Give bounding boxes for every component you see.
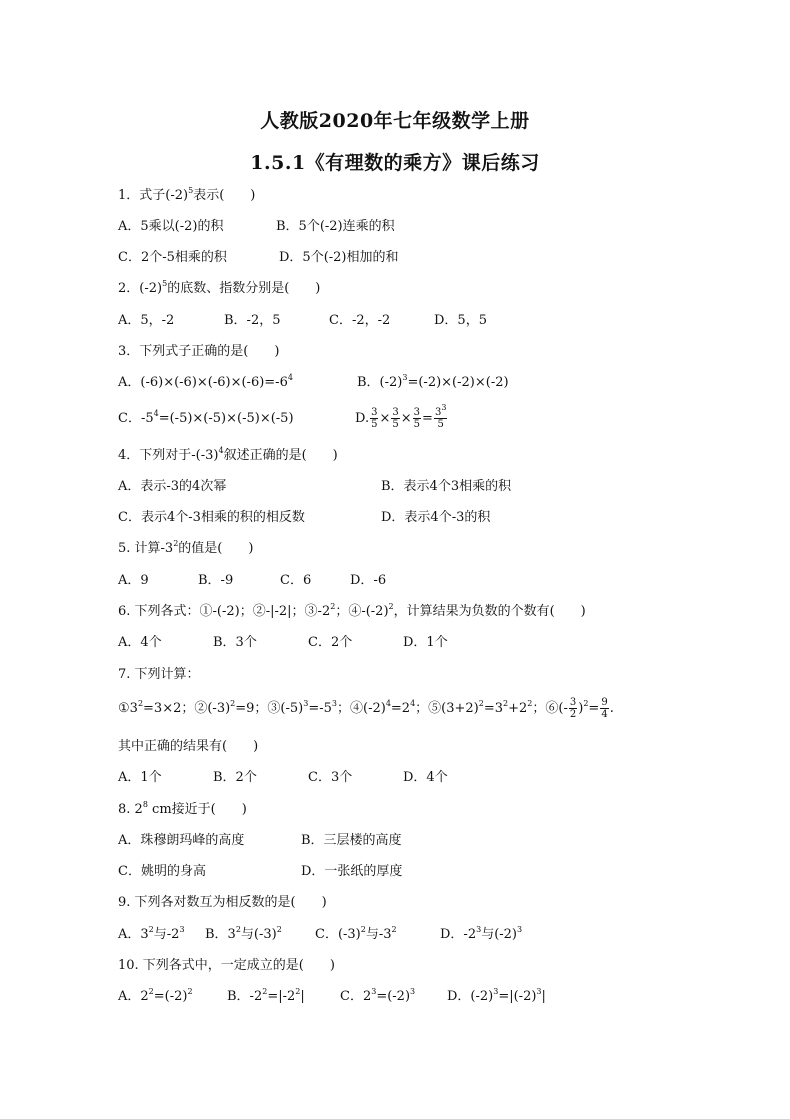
q9-option-c: C．$(-3)^2$与$-3^2$ — [315, 924, 397, 942]
q7-option-c: C．3个 — [308, 770, 353, 785]
q3-option-d: D. $\frac{3}{5}$ × $\frac{3}{5}$ × $\frac{3}{5}$ = $\frac{3^3}{5}$ — [355, 402, 447, 430]
q4-option-d: D．表示4个-3的积 — [381, 510, 491, 525]
q8-option-b: B．三层楼的高度 — [301, 833, 402, 848]
question-3: 3．下列式子正确的是( ) — [118, 344, 280, 359]
fraction: $\frac{3^3}{5}$ — [434, 402, 447, 430]
page-title: 人教版2020年七年级数学上册 — [260, 110, 530, 132]
fraction: $\frac{3}{5}$ — [413, 407, 421, 430]
fraction: $\frac{3}{5}$ — [392, 407, 399, 430]
q10-option-d: D．$(-2)^3=|(-2)^3|$ — [447, 986, 546, 1004]
q6-option-a: A．4个 — [118, 635, 162, 650]
fraction: $\frac{3}{5}$ — [371, 407, 378, 430]
question-10: 10. 下列各式中，一定成立的是( ) — [118, 958, 335, 973]
q1-option-a: A．5乘以(-2)的积 — [118, 219, 224, 234]
q2-option-c: C．-2，-2 — [329, 313, 391, 328]
q4-option-a: A．表示-3的4次幂 — [118, 479, 227, 494]
q7-ask: 其中正确的结果有( ) — [118, 739, 259, 754]
q4-option-c: C．表示4个-3相乘的积的相反数 — [118, 510, 305, 525]
q5-option-d: D．-6 — [350, 573, 387, 588]
q2-option-d: D．5，5 — [434, 313, 487, 328]
fraction: $\frac{3}{2}$ — [569, 697, 577, 720]
question-2: 2．$(-2)^5$的底数、指数分别是( ) — [118, 278, 321, 296]
q3-option-a: A．$(-6)\times(-6)\times(-6)\times(-6)=-6^4$ — [118, 372, 293, 390]
q3-option-b: B．$(-2)^3=(-2)\times(-2)\times(-2)$ — [357, 372, 509, 390]
q7-option-b: B．2个 — [213, 770, 257, 785]
q1-option-b: B．5个(-2)连乘的积 — [276, 219, 395, 234]
q6-option-b: B．3个 — [213, 635, 257, 650]
q7-option-d: D．4个 — [403, 770, 448, 785]
page-subtitle: 1.5.1《有理数的乘方》课后练习 — [250, 152, 540, 174]
q1-option-d: D．5个(-2)相加的和 — [279, 250, 399, 265]
question-4: 4．下列对于$-(-3)^4$叙述正确的是( ) — [118, 445, 338, 463]
fraction: $\frac{9}{4}$ — [601, 697, 608, 720]
q8-option-d: D．一张纸的厚度 — [301, 864, 403, 879]
q4-option-b: B．表示4个3相乘的积 — [381, 479, 512, 494]
q5-option-c: C．6 — [280, 573, 312, 588]
q10-option-a: A．$2^2=(-2)^2$ — [118, 986, 193, 1004]
q9-option-a: A．$3^2$与$-2^3$ — [118, 924, 185, 942]
q7-expressions: $①3^2=3\times 2$；$②(-3)^2=9$；$③(-5)^3=-5^3$；$④(-2)^4=2^4$；$⑤(3+2)^2=3^2+2^2$；⑥(- $\frac{3}{2}$ )$^2$= $\frac{9}{4}$ . — [118, 697, 614, 720]
q6-option-d: D．1个 — [403, 635, 448, 650]
question-9: 9. 下列各对数互为相反数的是( ) — [118, 895, 327, 910]
q2-option-a: A．5，-2 — [118, 313, 175, 328]
q5-option-b: B．-9 — [198, 573, 234, 588]
question-5: 5. 计算$-3^2$的值是( ) — [118, 538, 254, 556]
q2-option-b: B．-2，5 — [224, 313, 281, 328]
q1-option-c: C．2个-5相乘的积 — [118, 250, 227, 265]
question-7: 7. 下列计算： — [118, 667, 200, 682]
q3-option-c: C．$-5^4=(-5)\times(-5)\times(-5)\times(-5)$ — [118, 408, 294, 426]
question-1: 1．式子$(-2)^5$表示( ) — [118, 185, 256, 203]
question-8: 8. $2^8$ cm接近于( ) — [118, 799, 247, 817]
q8-option-a: A．珠穆朗玛峰的高度 — [118, 833, 245, 848]
question-6: 6. 下列各式：①-(-2)；②-|-2|；$③-2^2$；$④-(-2)^2$，计算结果为负数的个数有( ) — [118, 601, 586, 619]
q7-option-a: A．1个 — [118, 770, 162, 785]
q6-option-c: C．2个 — [308, 635, 353, 650]
q9-option-d: D．$-2^3$与$(-2)^3$ — [440, 924, 523, 942]
q10-option-c: C．$2^3=(-2)^3$ — [340, 986, 416, 1004]
q10-option-b: B．$-2^2=|-2^2|$ — [227, 986, 305, 1004]
q9-option-b: B．$3^2$与$(-3)^2$ — [205, 924, 282, 942]
q5-option-a: A．9 — [118, 573, 149, 588]
q8-option-c: C．姚明的身高 — [118, 864, 206, 879]
